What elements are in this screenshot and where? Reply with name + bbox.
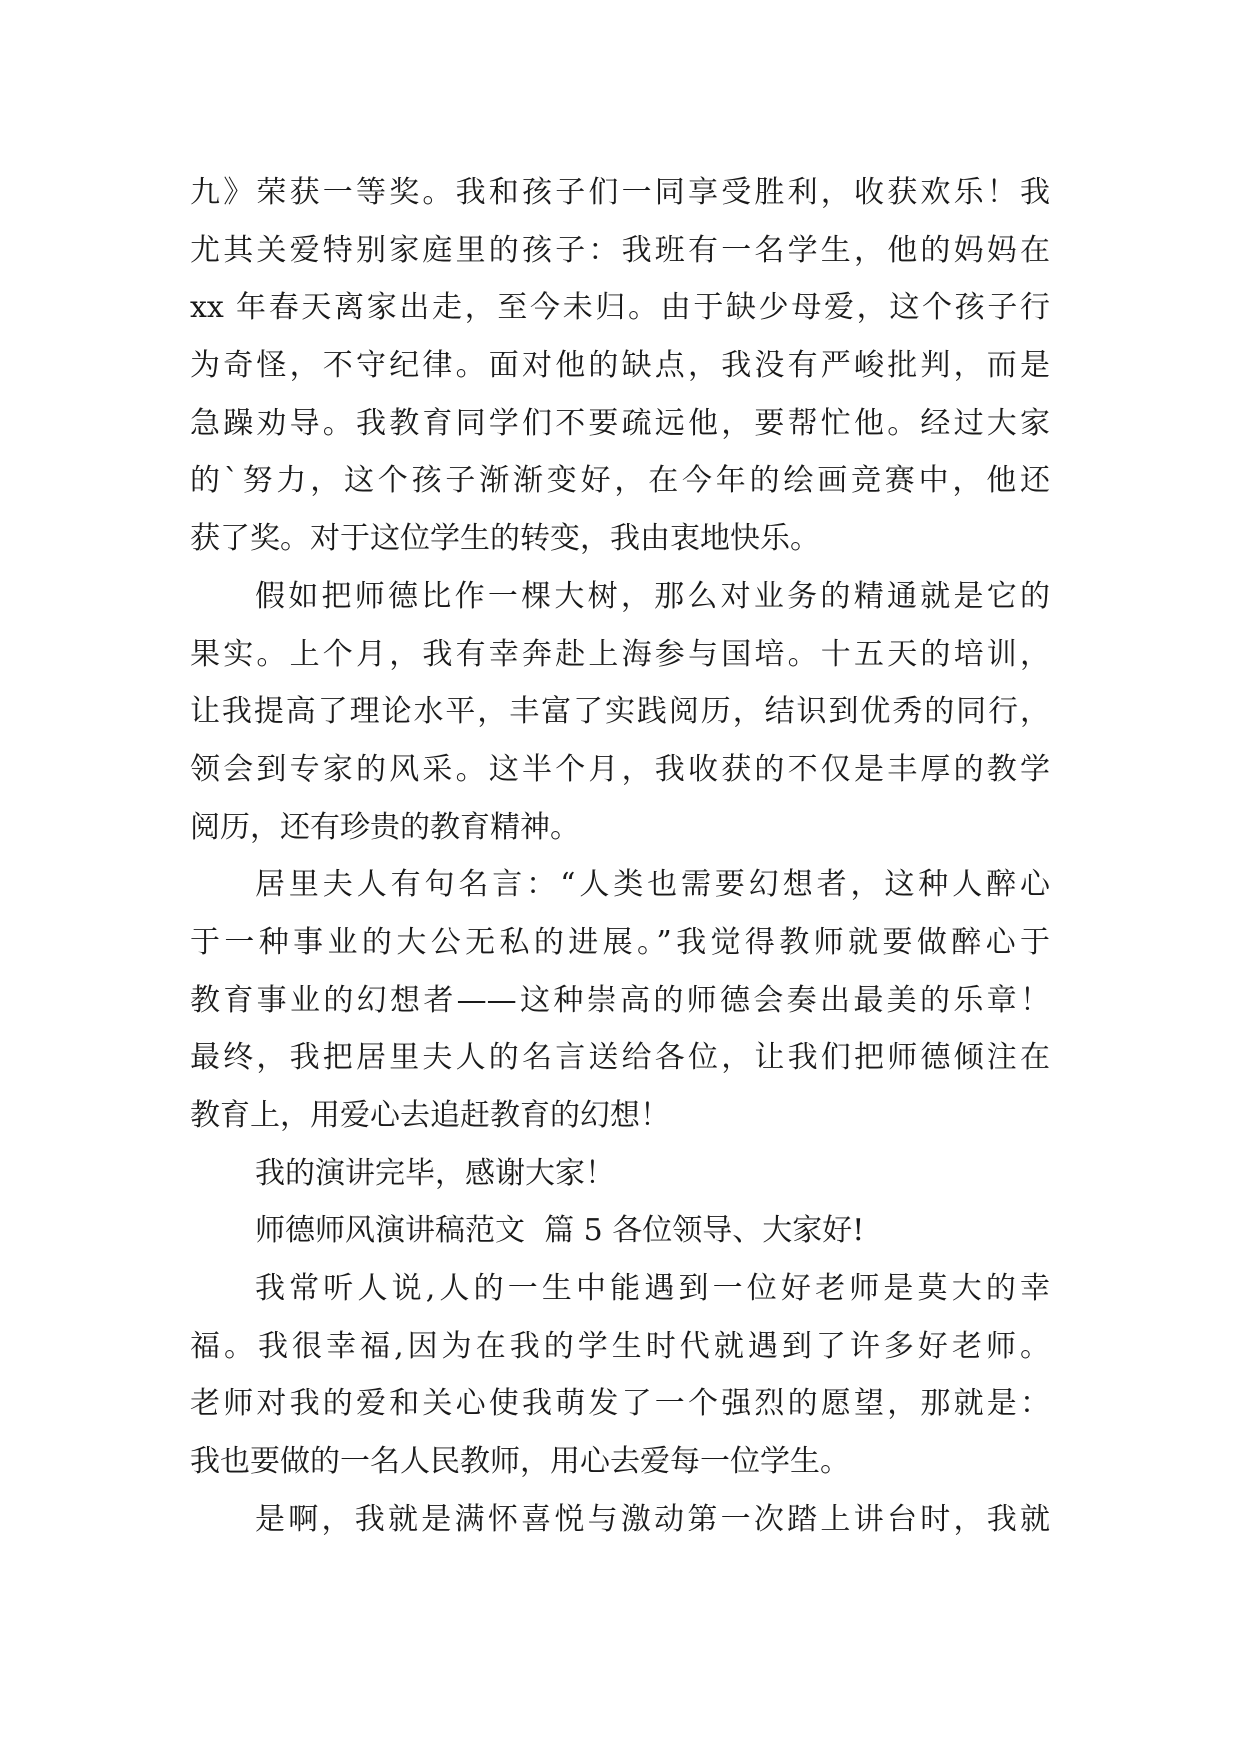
text-line: 让我提高了理论水平，丰富了实践阅历，结识到优秀的同行， bbox=[190, 694, 1050, 730]
text-line: 老师对我的爱和关心使我萌发了一个强烈的愿望，那就是： bbox=[190, 1386, 1050, 1422]
text-line: 急躁劝导。我教育同学们不要疏远他，要帮忙他。经过大家 bbox=[190, 405, 1050, 441]
text-line: 获了奖。对于这位学生的转变，我由衷地快乐。 bbox=[190, 521, 820, 557]
text-line: 果实。上个月，我有幸奔赴上海参与国培。十五天的培训， bbox=[190, 636, 1050, 672]
text-line: xx 年春天离家出走，至今未归。由于缺少母爱，这个孩子行 bbox=[190, 290, 1050, 326]
text-line: 尤其关爱特别家庭里的孩子：我班有一名学生，他的妈妈在 bbox=[190, 232, 1050, 268]
text-line: 阅历，还有珍贵的教育精神。 bbox=[190, 809, 580, 845]
text-line: 教育上，用爱心去追赶教育的幻想！ bbox=[190, 1098, 670, 1133]
text-line: 最终，我把居里夫人的名言送给各位，让我们把师德倾注在 bbox=[190, 1040, 1050, 1076]
text-line: 居里夫人有句名言：“人类也需要幻想者，这种人醉心 bbox=[255, 867, 1050, 903]
document-body bbox=[190, 164, 1050, 1549]
text-line: 教育事业的幻想者——这种崇高的师德会奏出最美的乐章！ bbox=[190, 982, 1050, 1018]
text-line: 我也要做的一名人民教师，用心去爱每一位学生。 bbox=[190, 1444, 850, 1480]
text-line: 我的演讲完毕，感谢大家！ bbox=[255, 1155, 615, 1191]
text-line: 九》荣获一等奖。我和孩子们一同享受胜利，收获欢乐！我 bbox=[190, 175, 1050, 210]
text-line: 的`努力，这个孩子渐渐变好，在今年的绘画竞赛中，他还 bbox=[190, 463, 1050, 499]
text-line: 我常听人说,人的一生中能遇到一位好老师是莫大的幸 bbox=[255, 1271, 1050, 1307]
text-line: 为奇怪，不守纪律。面对他的缺点，我没有严峻批判，而是 bbox=[190, 348, 1050, 384]
text-line: 福。我很幸福,因为在我的学生时代就遇到了许多好老师。 bbox=[190, 1328, 1050, 1364]
text-line: 于一种事业的大公无私的进展。”我觉得教师就要做醉心于 bbox=[190, 924, 1050, 960]
text-line: 假如把师德比作一棵大树，那么对业务的精通就是它的 bbox=[255, 578, 1050, 614]
text-line: 是啊，我就是满怀喜悦与激动第一次踏上讲台时，我就 bbox=[255, 1501, 1050, 1537]
text-line: 师德师风演讲稿范文 篇 5 各位领导、大家好! bbox=[255, 1213, 865, 1249]
text-line: 领会到专家的风采。这半个月，我收获的不仅是丰厚的教学 bbox=[190, 751, 1050, 787]
